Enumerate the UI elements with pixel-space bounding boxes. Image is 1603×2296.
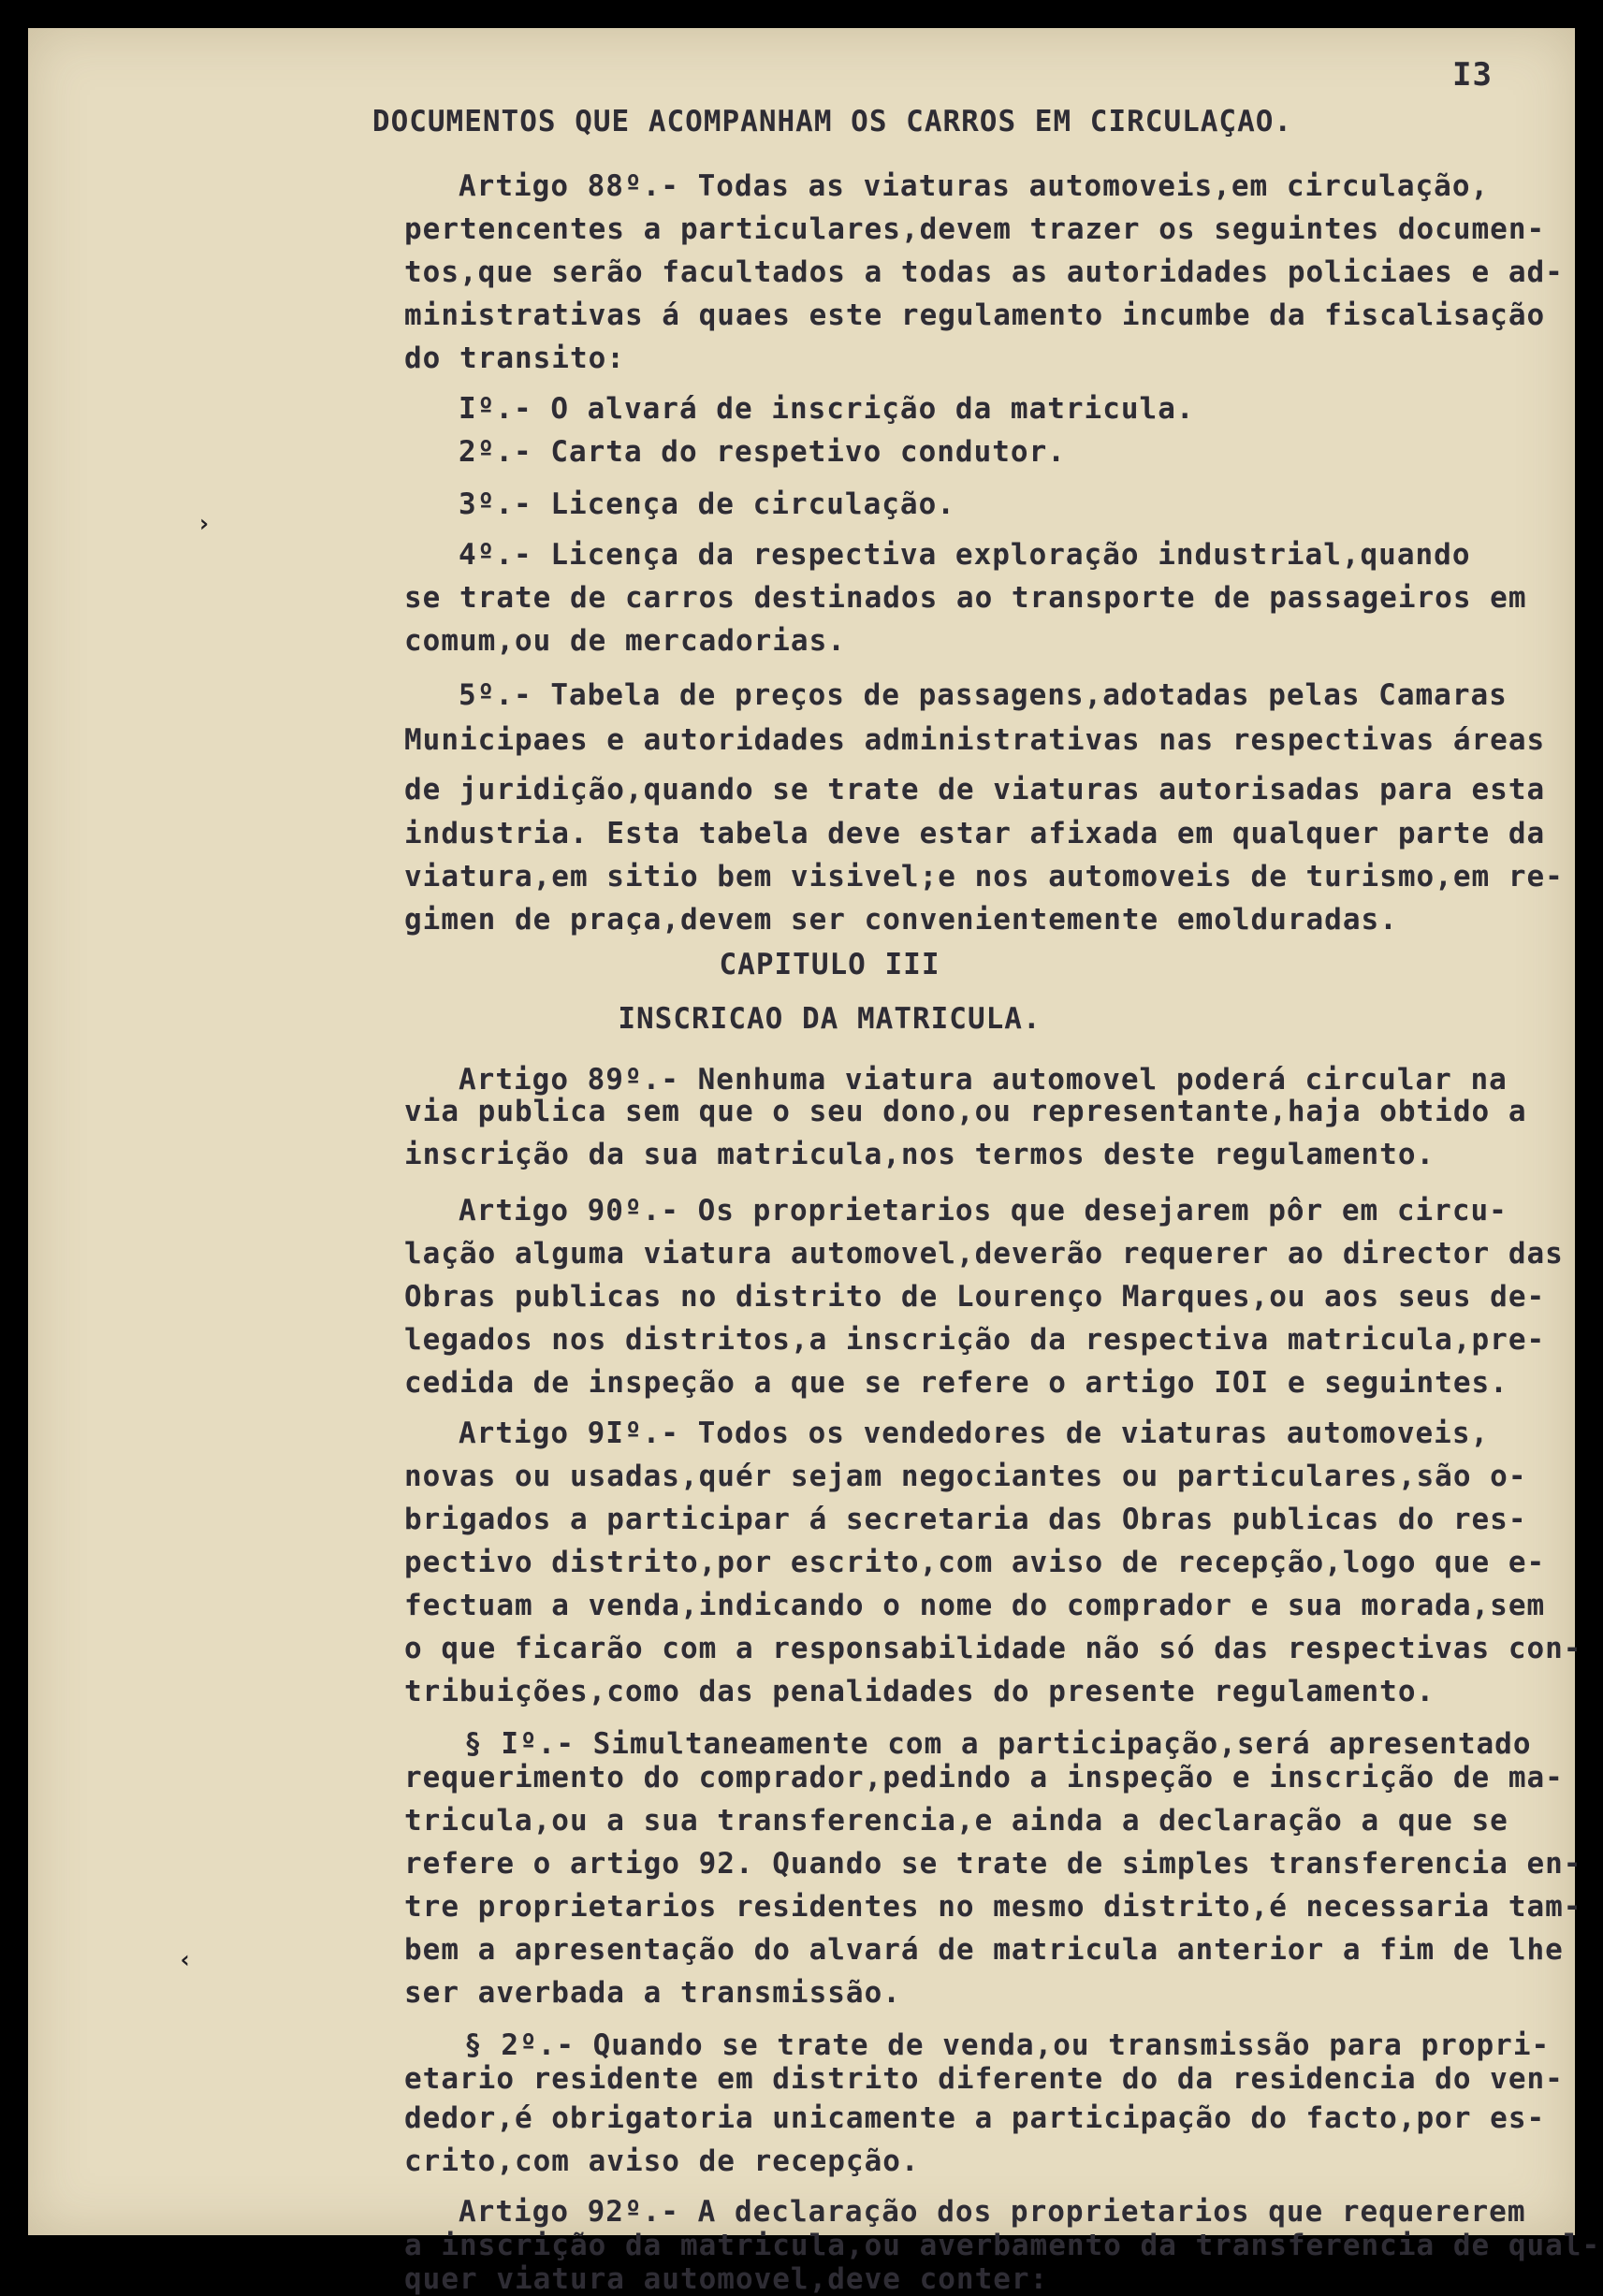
text-line: etario residente em distrito diferente do da residencia do ven- [404,2062,1564,2096]
text-line: Obras publicas no distrito de Lourenço Marques,ou aos seus de- [404,1280,1546,1314]
text-line: Municipaes e autoridades administrativas nas respectivas áreas [404,723,1546,757]
text-line: Iº.- O alvará de inscrição da matricula. [459,392,1195,426]
text-line: quer viatura automovel,deve conter: [404,2262,1049,2296]
page-number: I3 [1452,56,1493,94]
text-line: brigados a participar á secretaria das Obras publicas do res- [404,1503,1527,1536]
text-line: Artigo 89º.- Nenhuma viatura automovel poderá circular na [459,1063,1508,1097]
text-line: ser averbada a transmissão. [404,1976,901,2010]
text-line: tos,que serão facultados a todas as autoridades policiaes e ad- [404,255,1564,289]
text-line: comum,ou de mercadorias. [404,624,846,658]
text-line: se trate de carros destinados ao transporte de passageiros em [404,581,1527,615]
text-line: inscrição da sua matricula,nos termos deste regulamento. [404,1138,1435,1171]
text-line: via publica sem que o seu dono,ou representante,haja obtido a [404,1095,1527,1128]
text-line: 4º.- Licença da respectiva exploração industrial,quando [459,538,1471,572]
margin-mark-icon: › [197,510,212,538]
margin-mark-icon: ‹ [178,1946,194,1974]
text-line: refere o artigo 92. Quando se trate de simples transferencia en- [404,1847,1582,1881]
text-line: a inscrição da matricula,ou averbamento da transferencia de qual- [404,2229,1601,2262]
text-line: tre proprietarios residentes no mesmo distrito,é necessaria tam- [404,1890,1582,1924]
text-line: industria. Esta tabela deve estar afixada em qualquer parte da [404,817,1546,850]
text-line: pertencentes a particulares,devem trazer os seguintes documen- [404,212,1546,246]
chapter-title: INSCRICAO DA MATRICULA. [618,1002,1042,1036]
text-line: fectuam a venda,indicando o nome do comprador e sua morada,sem [404,1589,1546,1622]
text-line: bem a apresentação do alvará de matricula anterior a fim de lhe [404,1933,1564,1967]
chapter-number: CAPITULO III [719,948,940,981]
text-line: crito,com aviso de recepção. [404,2144,920,2178]
text-line: legados nos distritos,a inscrição da respectiva matricula,pre- [404,1323,1546,1357]
text-line: requerimento do comprador,pedindo a inspeção e inscrição de ma- [404,1761,1564,1795]
text-line: § Iº.- Simultaneamente com a participação,será apresentado [464,1727,1532,1761]
text-line: 5º.- Tabela de preços de passagens,adotadas pelas Camaras [459,678,1508,712]
section-title: DOCUMENTOS QUE ACOMPANHAM OS CARROS EM CIRCULAÇAO. [372,105,1293,138]
text-line: § 2º.- Quando se trate de venda,ou transmissão para propri- [464,2028,1551,2062]
text-line: cedida de inspeção a que se refere o artigo IOI e seguintes. [404,1366,1508,1400]
text-line: tribuições,como das penalidades do presente regulamento. [404,1675,1435,1708]
text-line: lação alguma viatura automovel,deverão requerer ao director das [404,1237,1564,1271]
text-line: pectivo distrito,por escrito,com aviso de recepção,logo que e- [404,1546,1546,1579]
text-line: dedor,é obrigatoria unicamente a participação do facto,por es- [404,2101,1546,2135]
text-line: do transito: [404,341,625,375]
text-line: viatura,em sitio bem visivel;e nos automoveis de turismo,em re- [404,860,1564,894]
text-line: 3º.- Licença de circulação. [459,487,955,521]
text-line: Artigo 92º.- A declaração dos proprietarios que requererem [459,2195,1526,2229]
text-line: de juridição,quando se trate de viaturas autorisadas para esta [404,773,1546,807]
text-line: o que ficarão com a responsabilidade não só das respectivas con- [404,1632,1582,1665]
text-line: ministrativas á quaes este regulamento incumbe da fiscalisação [404,298,1546,332]
text-line: 2º.- Carta do respetivo condutor. [459,435,1066,469]
text-line: gimen de praça,devem ser convenientemente emolduradas. [404,903,1398,937]
text-line: Artigo 9Iº.- Todos os vendedores de viaturas automoveis, [459,1417,1490,1450]
text-line: novas ou usadas,quér sejam negociantes ou particulares,são o- [404,1460,1527,1493]
document-page [28,28,1601,2296]
text-line: Artigo 90º.- Os proprietarios que desejarem pôr em circu- [459,1194,1508,1228]
text-line: Artigo 88º.- Todas as viaturas automoveis,em circulação, [459,169,1490,203]
text-line: tricula,ou a sua transferencia,e ainda a declaração a que se [404,1804,1508,1838]
